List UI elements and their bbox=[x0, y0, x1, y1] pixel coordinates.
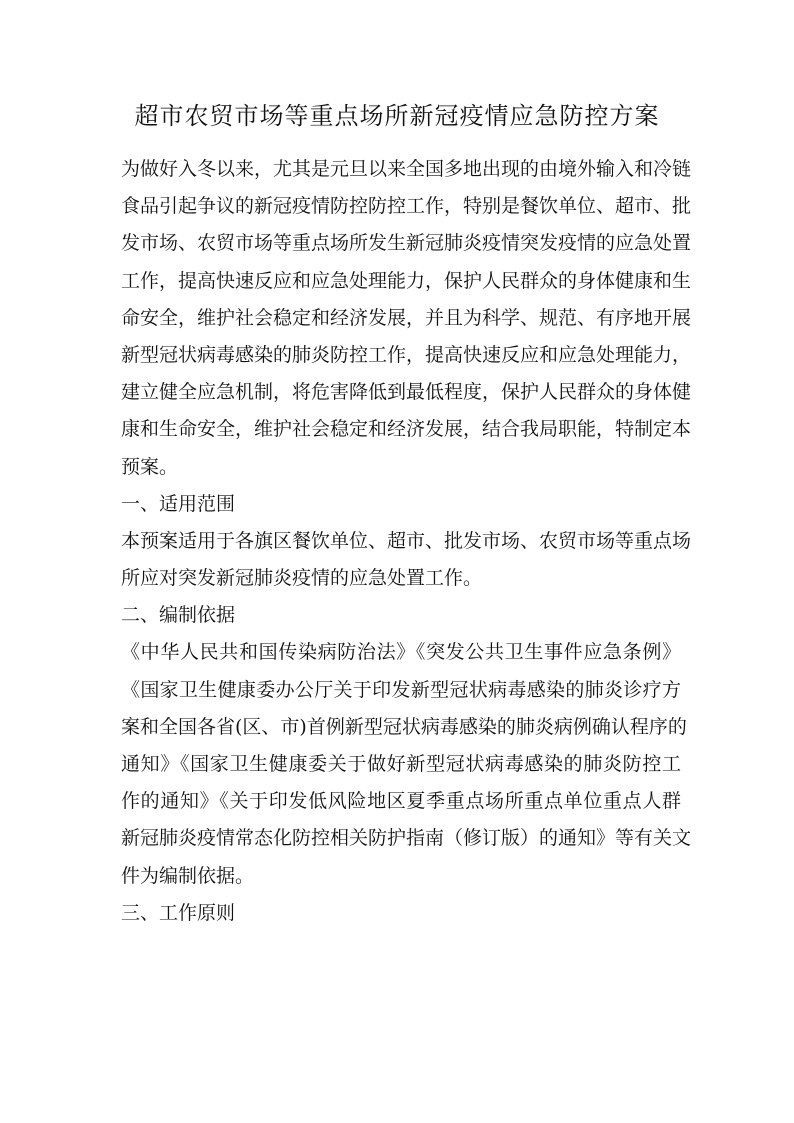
section-heading-basis: 二、编制依据 bbox=[121, 604, 236, 627]
body-line: 《中华人民共和国传染病防治法》《突发公共卫生事件应急条例》 bbox=[121, 641, 681, 664]
document-body bbox=[121, 151, 692, 932]
body-line: 件为编制依据。 bbox=[121, 864, 255, 887]
body-line: 工作，提高快速反应和应急处理能力，保护人民群众的身体健康和生 bbox=[121, 269, 692, 292]
body-line: 发市场、农贸市场等重点场所发生新冠肺炎疫情突发疫情的应急处置 bbox=[121, 232, 692, 255]
section-heading-principles: 三、工作原则 bbox=[121, 901, 236, 924]
body-line: 所应对突发新冠肺炎疫情的应急处置工作。 bbox=[121, 567, 483, 590]
body-line: 食品引起争议的新冠疫情防控防控工作，特别是餐饮单位、超市、批 bbox=[121, 195, 692, 218]
body-line: 新型冠状病毒感染的肺炎防控工作，提高快速反应和应急处理能力， bbox=[121, 343, 692, 366]
body-line: 作的通知》《关于印发低风险地区夏季重点场所重点单位重点人群 bbox=[121, 790, 681, 813]
body-line: 《国家卫生健康委办公厅关于印发新型冠状病毒感染的肺炎诊疗方 bbox=[121, 678, 681, 701]
body-line: 新冠肺炎疫情常态化防控相关防护指南（修订版）的通知》等有关文 bbox=[121, 827, 692, 850]
body-line: 预案。 bbox=[121, 455, 179, 478]
body-line: 本预案适用于各旗区餐饮单位、超市、批发市场、农贸市场等重点场 bbox=[121, 529, 692, 552]
body-line: 案和全国各省(区、市)首例新型冠状病毒感染的肺炎病例确认程序的 bbox=[121, 715, 687, 738]
body-line: 康和生命安全，维护社会稳定和经济发展，结合我局职能，特制定本 bbox=[121, 418, 692, 441]
body-line: 通知》《国家卫生健康委关于做好新型冠状病毒感染的肺炎防控工 bbox=[121, 753, 681, 775]
section-heading-scope: 一、适用范围 bbox=[121, 492, 236, 515]
body-line: 命安全，维护社会稳定和经济发展，并且为科学、规范、有序地开展 bbox=[121, 306, 692, 329]
document-title: 超市农贸市场等重点场所新冠疫情应急防控方案 bbox=[134, 102, 660, 130]
body-line: 为做好入冬以来，尤其是元旦以来全国多地出现的由境外输入和冷链 bbox=[121, 158, 692, 180]
body-line: 建立健全应急机制，将危害降低到最低程度，保护人民群众的身体健 bbox=[121, 381, 692, 404]
